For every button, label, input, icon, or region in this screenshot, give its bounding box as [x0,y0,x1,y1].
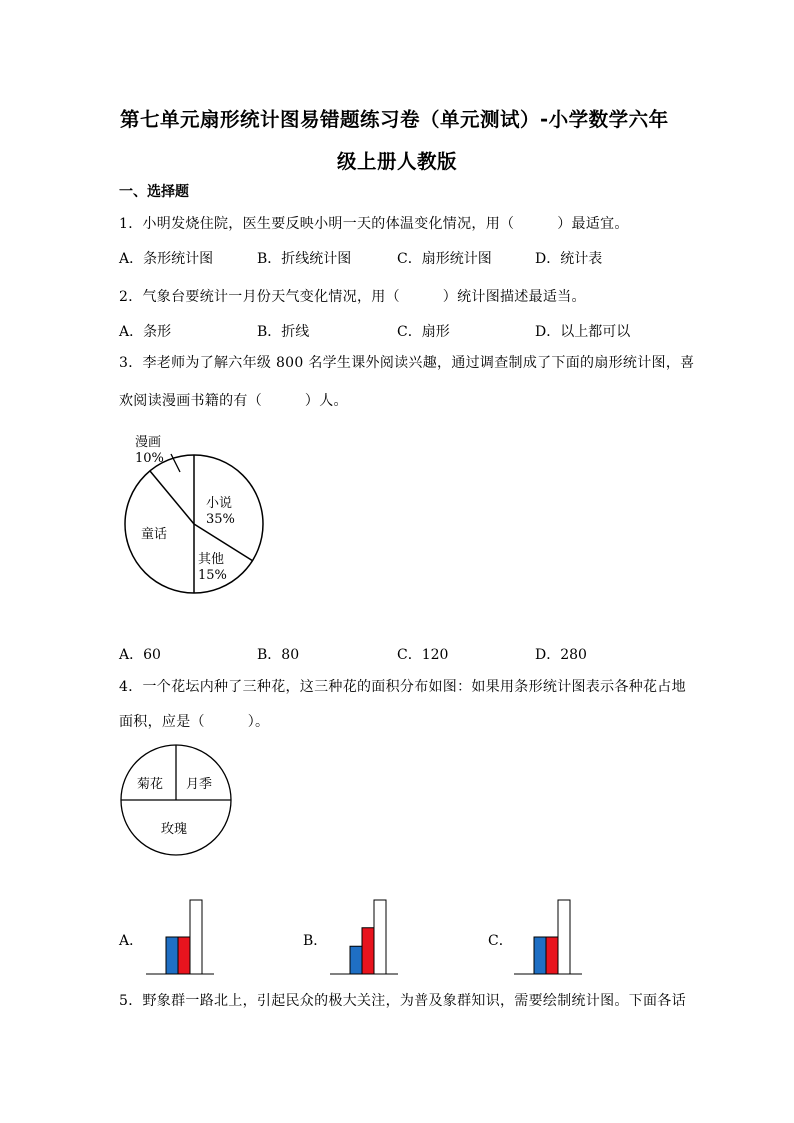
bar-red [178,937,190,974]
question-1-option-c[interactable]: C．扇形统计图 [397,251,492,267]
question-2-option-c[interactable]: C．扇形 [397,324,450,340]
question-2-option-b[interactable]: B．折线 [257,324,310,340]
bar-white [374,900,386,974]
question-4-option-a[interactable]: A． [119,933,144,949]
question-4-option-b[interactable]: B． [303,933,328,949]
question-1-option-a[interactable]: A．条形统计图 [119,251,214,267]
page-title-line1: 第七单元扇形统计图易错题练习卷（单元测试）-小学数学六年 [120,108,669,131]
question-4-text-line2: 面积，应是（ ）。 [119,714,270,730]
novel-label: 小说 [206,496,233,511]
bar-red [362,928,374,974]
bar-blue [166,937,178,974]
novel-percent: 35% [206,512,235,527]
bar-white [558,900,570,974]
comic-percent: 10% [135,451,164,466]
rose-label: 玫瑰 [161,822,188,837]
question-1-option-b[interactable]: B．折线统计图 [257,251,352,267]
question-1-option-d[interactable]: D．统计表 [535,251,603,267]
option-c-bar-chart [512,898,584,978]
bar-white [190,900,202,974]
question-3-text-line2: 欢阅读漫画书籍的有（ ）人。 [119,393,348,409]
question-4-option-c[interactable]: C． [488,933,513,949]
fairy-tale-label: 童话 [141,527,168,542]
chrysanthemum-label: 菊花 [137,777,164,792]
bar-blue [350,946,362,974]
question-3-text-line1: 3．李老师为了解六年级 800 名学生课外阅读兴趣，通过调查制成了下面的扇形统计图，喜 [119,355,695,371]
reading-interest-pie-chart [110,425,280,600]
other-label: 其他 [198,552,225,567]
section-heading: 一、选择题 [119,184,189,200]
option-a-bar-chart [144,898,216,978]
flower-area-pie-chart [115,740,240,865]
other-percent: 15% [198,568,227,583]
page-title-line2: 级上册人教版 [337,150,458,173]
question-2-text: 2．气象台要统计一月份天气变化情况，用（ ）统计图描述最适当。 [119,289,586,305]
option-b-bar-chart [328,898,400,978]
question-3-option-b[interactable]: B．80 [257,647,300,663]
bar-red [546,937,558,974]
comic-label: 漫画 [135,435,162,450]
bar-blue [534,937,546,974]
question-2-option-a[interactable]: A．条形 [119,324,172,340]
question-3-option-c[interactable]: C．120 [397,647,449,663]
question-5-text-line1: 5．野象群一路北上，引起民众的极大关注，为普及象群知识，需要绘制统计图。下面各话 [119,993,686,1009]
question-3-option-d[interactable]: D．280 [535,647,587,663]
question-3-option-a[interactable]: A．60 [119,647,161,663]
question-1-text: 1．小明发烧住院，医生要反映小明一天的体温变化情况，用（ ）最适宜。 [119,216,629,232]
question-2-option-d[interactable]: D．以上都可以 [535,324,631,340]
question-4-text-line1: 4．一个花坛内种了三种花，这三种花的面积分布如图：如果用条形统计图表示各种花占地 [119,679,686,695]
china-rose-label: 月季 [186,777,213,792]
